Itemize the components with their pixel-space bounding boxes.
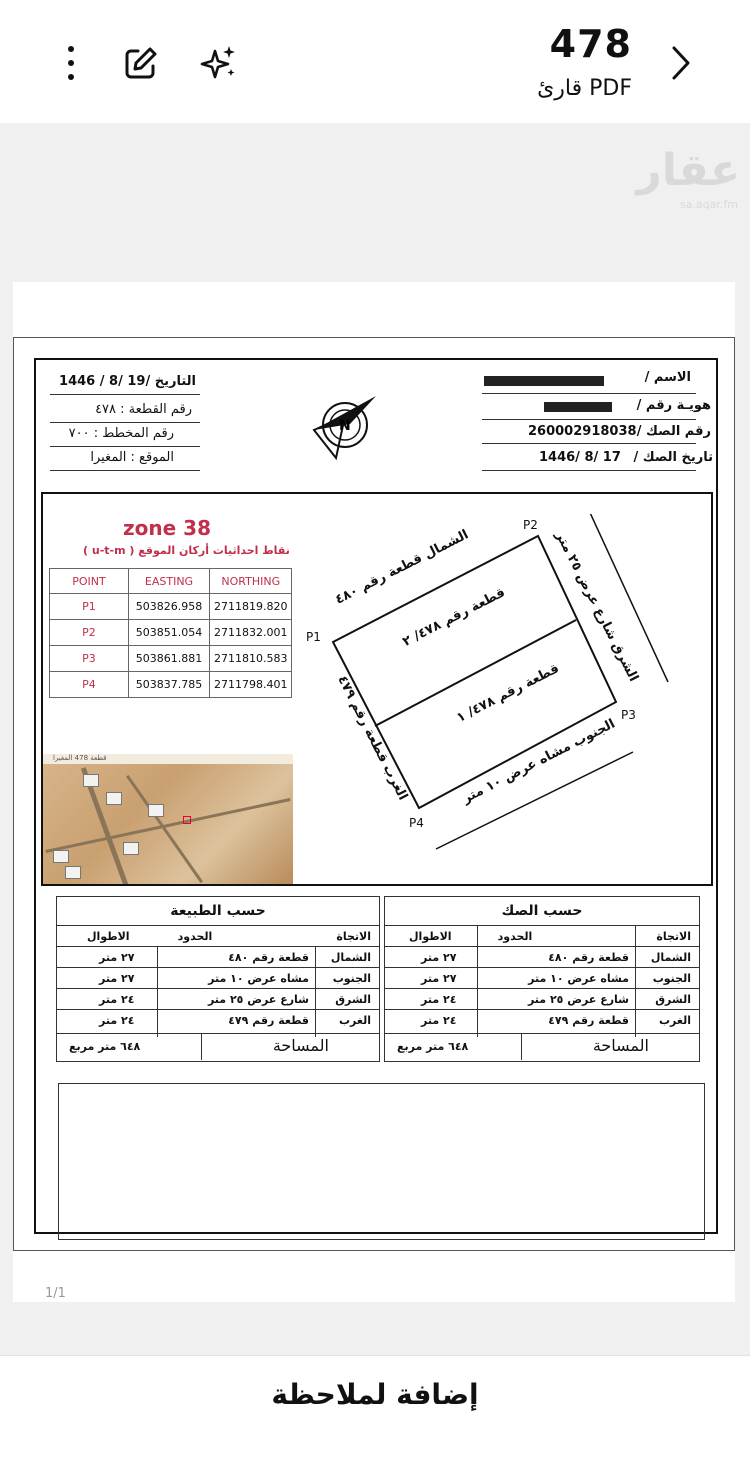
by-deed-title: حسب الصك xyxy=(501,903,583,919)
document-title: 478 xyxy=(549,22,632,66)
by-nature-area-value: ٦٤٨ متر مربع xyxy=(69,1040,141,1053)
page-indicator: 1/1 xyxy=(45,1286,66,1301)
top-bar xyxy=(0,0,750,123)
satellite-image xyxy=(43,754,293,884)
table-row: الغرب قطعة رقم ٤٧٩ ٢٤ متر xyxy=(385,1009,699,1031)
utm-caption: نقاط احداثيات أركان الموقع ( u-t-m ) xyxy=(83,544,290,557)
plot-number: رقم القطعة : ٤٧٨ xyxy=(95,402,192,417)
site-sketch-panel xyxy=(41,492,713,886)
sparkles-icon[interactable] xyxy=(194,38,244,88)
report-date: التاريخ /19 /8 / 1446 xyxy=(59,374,196,389)
point-p4: P4 xyxy=(409,816,424,830)
bottom-bar xyxy=(0,1355,750,1464)
more-vertical-icon[interactable] xyxy=(46,38,96,88)
app-subtitle: قارئ PDF xyxy=(537,76,632,101)
notes-box xyxy=(58,1083,705,1240)
chevron-right-icon[interactable] xyxy=(656,38,706,88)
add-note-button[interactable]: إضافة لملاحظة xyxy=(271,1378,479,1411)
table-row: P3 503861.881 2711810.583 xyxy=(50,646,292,672)
west-boundary-label: الغرب قطعة رقم ٤٧٩ xyxy=(334,673,411,803)
redacted-owner-name xyxy=(484,376,604,386)
table-row: الشرق شارع عرض ٢٥ متر ٢٤ متر xyxy=(57,988,379,1010)
by-nature-table: حسب الطبيعة الاتجاة الحدود الاطوال الشمال قطعة رقم ٤٨٠ ٢٧ متر الجنوب مشاه عرض ١٠ متر ٢٧ متر الشرق شارع عرض ٢٥ متر ٢٤ متر الغرب قطعة رقم ٤٧٩ ٢٤ متر المساحة ٦٤٨ متر مربع xyxy=(56,896,380,1062)
by-deed-table: حسب الصك الاتجاة الحدود الاطوال الشمال قطعة رقم ٤٨٠ ٢٧ متر الجنوب مشاه عرض ١٠ متر ٢٧ متر الشرق شارع عرض ٢٥ متر ٢٤ متر الغرب قطعة رقم ٤٧٩ ٢٤ متر المساحة ٦٤٨ متر مربع xyxy=(384,896,700,1062)
parcel-upper-label: قطعة رقم ٤٧٨/ ٢ xyxy=(400,585,508,650)
table-row: الجنوب مشاه عرض ١٠ متر ٢٧ متر xyxy=(385,967,699,989)
redacted-owner-id xyxy=(544,402,612,412)
deed-number: 260002918038 xyxy=(528,424,637,439)
coords-header: POINT xyxy=(50,569,129,594)
deed-date-label: تاريخ الصك / xyxy=(633,450,713,465)
pdf-page[interactable] xyxy=(13,282,735,1302)
table-row: الشمال قطعة رقم ٤٨٠ ٢٧ متر xyxy=(57,946,379,968)
survey-frame xyxy=(34,358,718,1234)
deed-number-label: رقم الصك / xyxy=(636,424,711,439)
plot-marker xyxy=(183,816,191,824)
table-row: الشرق شارع عرض ٢٥ متر ٢٤ متر xyxy=(385,988,699,1010)
south-boundary-label: الجنوب مشاه عرض ١٠ متر xyxy=(460,716,618,807)
zone-label: zone 38 xyxy=(123,516,211,540)
survey-sheet xyxy=(13,337,735,1251)
by-deed-area-label: المساحة xyxy=(592,1036,649,1055)
coords-header: EASTING xyxy=(129,569,210,594)
edit-icon[interactable] xyxy=(116,38,166,88)
svg-text:N: N xyxy=(339,418,351,434)
table-row: الشمال قطعة رقم ٤٨٠ ٢٧ متر xyxy=(385,946,699,968)
point-p3: P3 xyxy=(621,708,636,722)
owner-name-label: الاسم / xyxy=(644,370,691,385)
table-row: الجنوب مشاه عرض ١٠ متر ٢٧ متر xyxy=(57,967,379,989)
compass-icon xyxy=(306,386,384,464)
parcel-lower-label: قطعة رقم ٤٧٨/ ١ xyxy=(454,661,562,726)
point-p1: P1 xyxy=(306,630,321,644)
east-boundary-label: الشرق شارع عرض ٢٥ متر xyxy=(552,529,642,685)
table-row: الغرب قطعة رقم ٤٧٩ ٢٤ متر xyxy=(57,1009,379,1031)
table-row: P4 503837.785 2711798.401 xyxy=(50,672,292,698)
deed-date: 1446/ 8/ 17 xyxy=(539,450,621,465)
coords-header: NORTHING xyxy=(210,569,292,594)
coordinates-table xyxy=(49,568,292,698)
table-row: P1 503826.958 2711819.820 xyxy=(50,594,292,620)
satellite-caption: قطعة 478 المغيرا xyxy=(53,754,107,762)
by-deed-area-value: ٦٤٨ متر مربع xyxy=(397,1040,469,1053)
plan-number: رقم المخطط : ٧٠٠ xyxy=(68,426,174,441)
by-nature-title: حسب الطبيعة xyxy=(170,903,266,919)
watermark-url: sa.aqar.fm xyxy=(679,198,738,211)
by-nature-area-label: المساحة xyxy=(272,1036,329,1055)
watermark-logo: عقار xyxy=(636,145,740,196)
point-p2: P2 xyxy=(523,518,538,532)
north-boundary-label: الشمال قطعة رقم ٤٨٠ xyxy=(332,527,472,608)
table-row: P2 503851.054 2711832.001 xyxy=(50,620,292,646)
location: الموقع : المغيرا xyxy=(90,450,174,465)
owner-id-label: هويـة رقم / xyxy=(636,398,711,413)
